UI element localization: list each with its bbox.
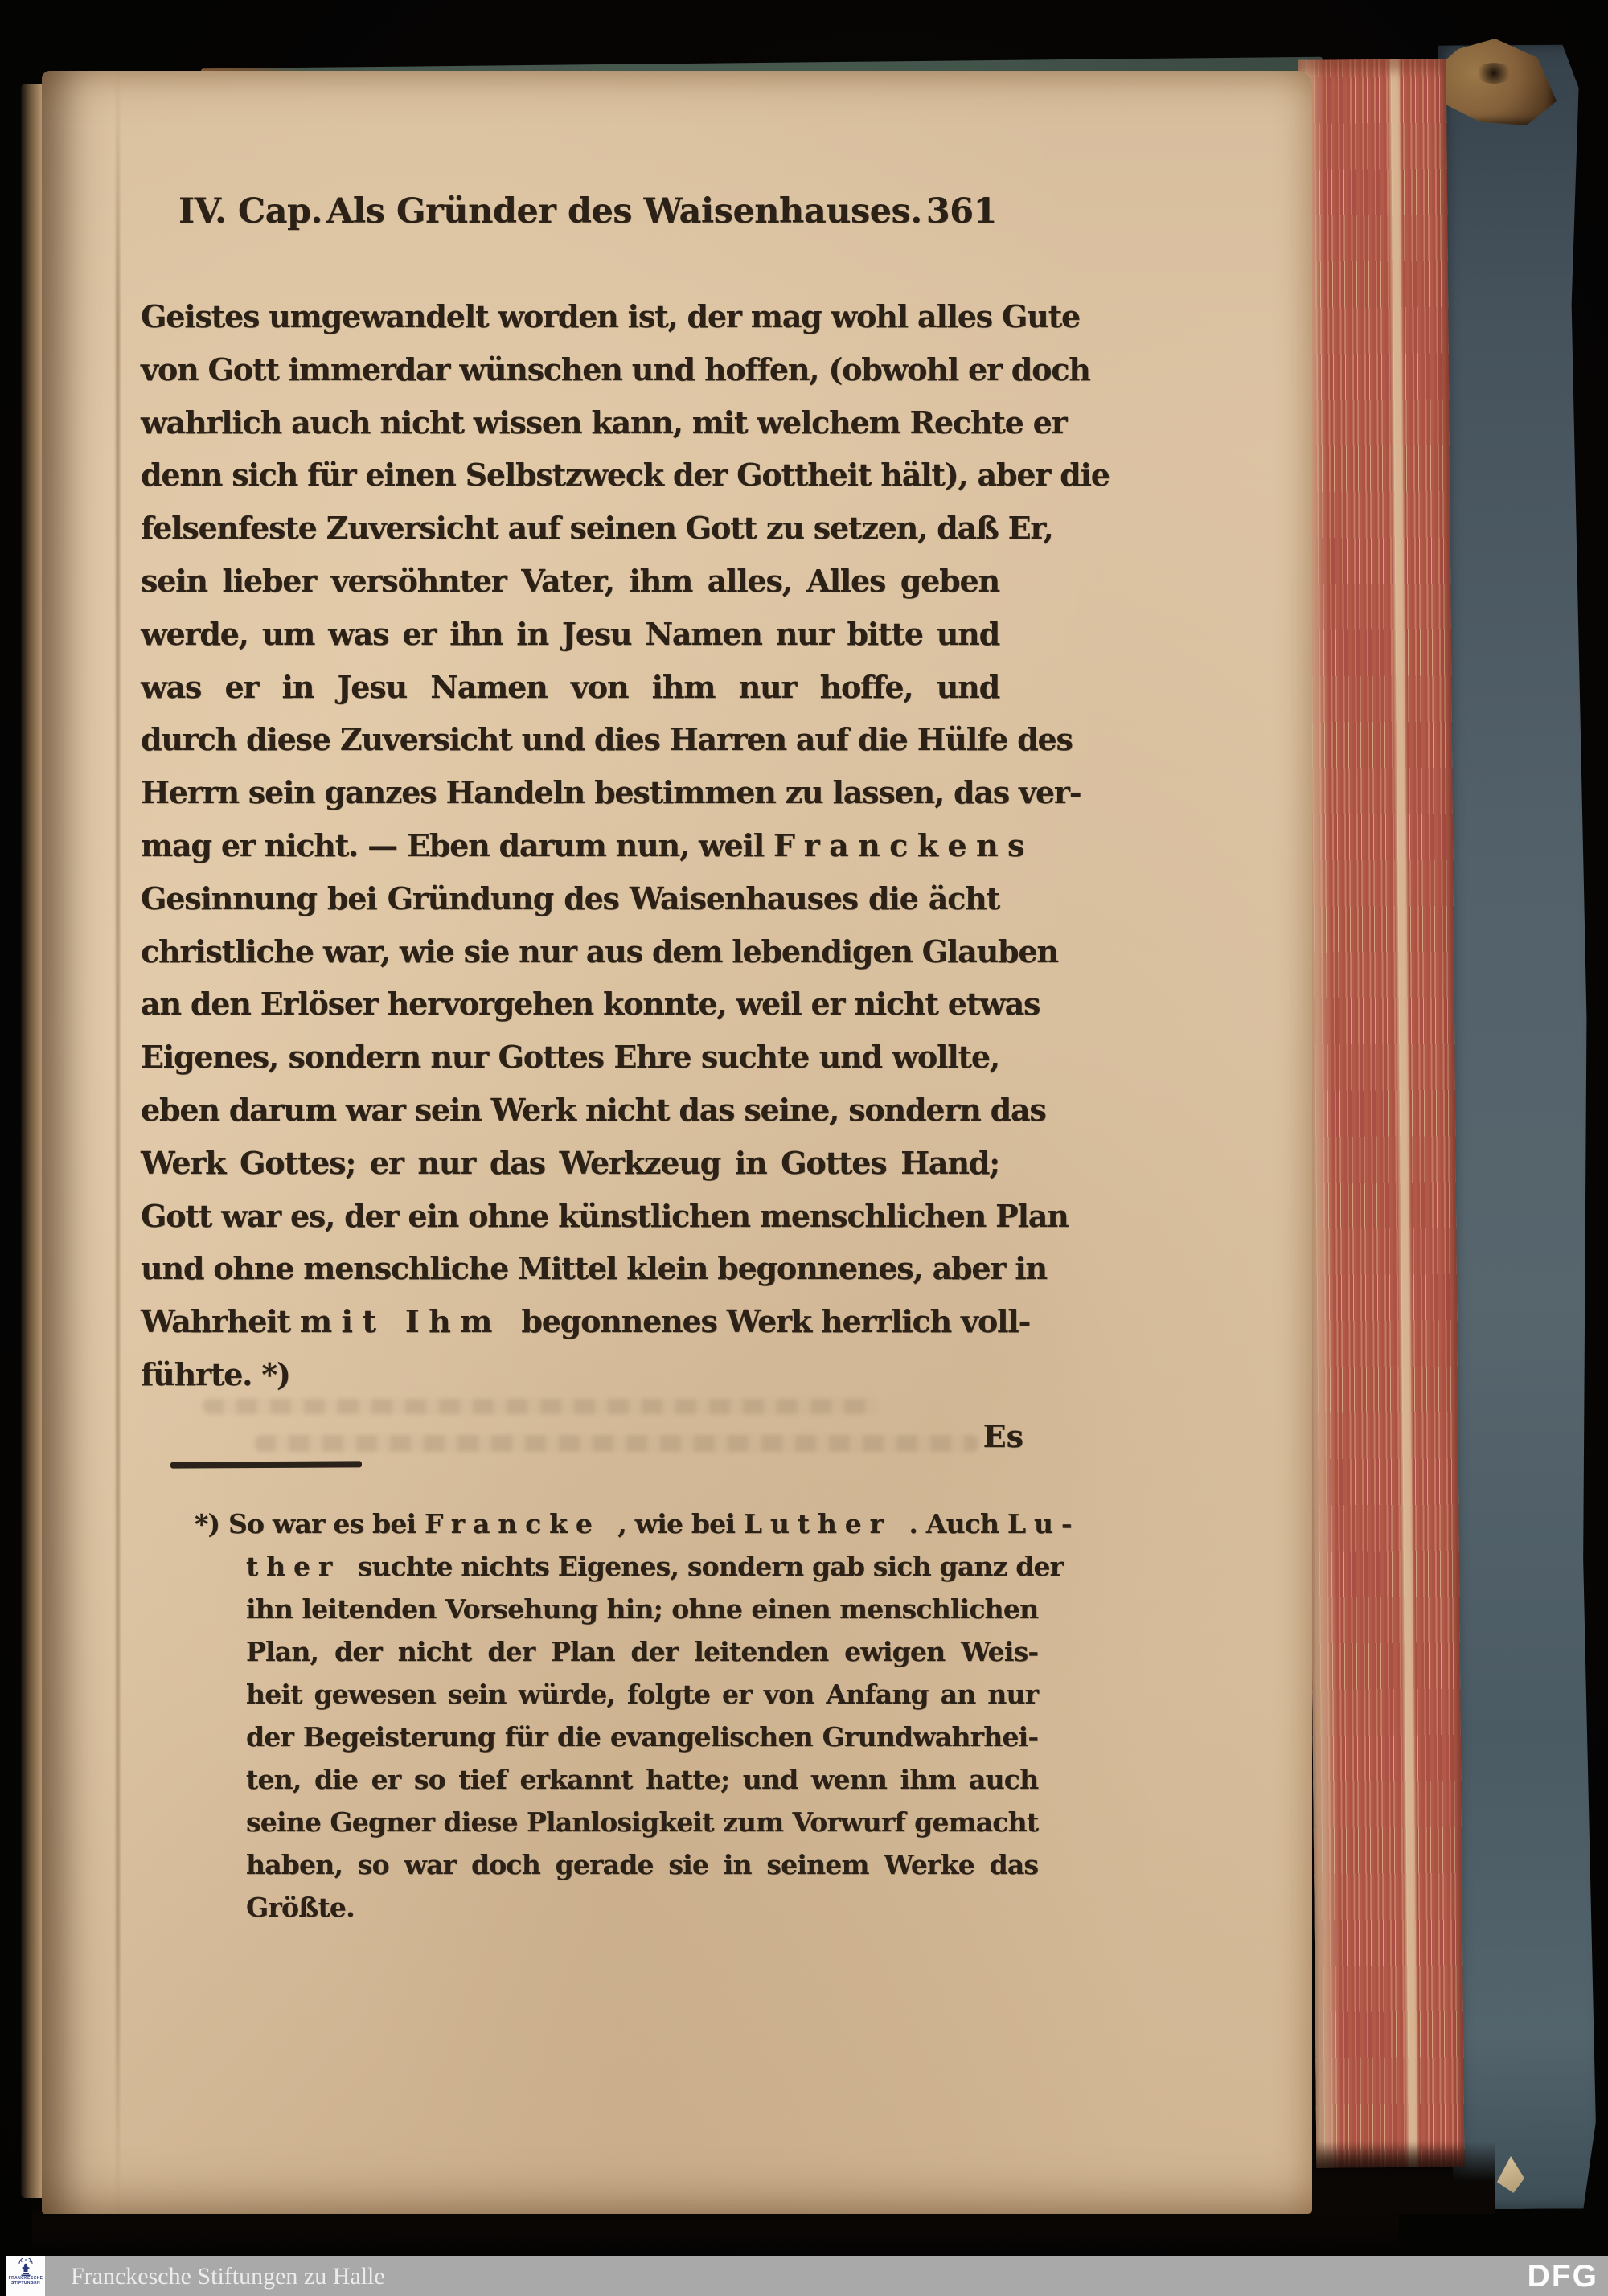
footnote-line: *) So war es bei Francke , wie bei Luther . Auch Lu- bbox=[195, 1508, 1097, 1540]
body-text-line: und ohne menschliche Mittel klein begonnenes, aber in bbox=[141, 1250, 1056, 1287]
body-text-line: führte. *) bbox=[141, 1355, 300, 1392]
body-text-line: Herrn sein ganzes Handeln bestimmen zu lassen, das ver- bbox=[141, 774, 1091, 811]
body-text-line: durch diese Zuversicht und dies Harren auf die Hülfe des bbox=[141, 721, 1082, 758]
footnote-line: heit gewesen sein würde, folgte er von Anfang an nur bbox=[246, 1679, 1047, 1710]
body-text-line: an den Erlöser hervorgehen konnte, weil er nicht etwas bbox=[141, 986, 1050, 1023]
gutter-crease bbox=[116, 71, 120, 2214]
body-text-line: Gesinnung bei Gründung des Waisenhauses die ächt bbox=[141, 879, 1009, 916]
body-text-line: Geistes umgewandelt worden ist, der mag wohl alles Gute bbox=[141, 298, 1090, 334]
body-text-line: Eigenes, sondern nur Gottes Ehre suchte und wollte, bbox=[141, 1039, 1009, 1076]
catchword-row bbox=[141, 1418, 1023, 1454]
footnote-line: ihn leitenden Vorsehung hin; ohne einen menschlichen bbox=[246, 1593, 1047, 1625]
footer-bar bbox=[6, 2256, 1608, 2296]
logo-text-line1: FRANCKESCHE bbox=[8, 2276, 43, 2281]
body-text-line: christliche war, wie sie nur aus dem lebendigen Glauben bbox=[141, 933, 1068, 970]
body-text-line: von Gott immerdar wünschen und hoffen, (obwohl er doch bbox=[141, 351, 1100, 387]
body-text-line: wahrlich auch nicht wissen kann, mit welchem Rechte er bbox=[141, 404, 1077, 441]
book-cover-board bbox=[1438, 44, 1598, 2209]
footnote-line: der Begeisterung für die evangelischen Grundwahrhei- bbox=[246, 1721, 1047, 1753]
eagle-emblem-icon bbox=[16, 2258, 35, 2276]
body-text bbox=[141, 298, 1119, 1409]
body-text-line: sein lieber versöhnter Vater, ihm alles, Alles geben bbox=[141, 562, 1009, 599]
franckesche-stiftungen-logo bbox=[6, 2256, 45, 2296]
red-page-edges bbox=[1298, 59, 1465, 2168]
corner-damage-spot bbox=[1475, 63, 1512, 84]
footnote-line: haben, so war doch gerade sie in seinem Werke das bbox=[246, 1849, 1047, 1880]
chapter-title: Als Gründer des Waisenhauses. bbox=[326, 191, 922, 232]
body-text-line: eben darum war sein Werk nicht das seine, sondern das bbox=[141, 1091, 1056, 1128]
footnote bbox=[195, 1508, 1097, 1934]
book-page bbox=[42, 71, 1312, 2214]
body-text-line: denn sich für einen Selbstzweck der Gottheit hält), aber die bbox=[141, 457, 1119, 494]
footnote-line: ten, die er so tief erkannt hatte; und wenn ihm auch bbox=[246, 1764, 1047, 1795]
dfg-logo: DFG bbox=[1527, 2259, 1598, 2294]
chapter-label: IV. Cap. bbox=[178, 191, 323, 232]
body-text-line: was er in Jesu Namen von ihm nur hoffe, und bbox=[141, 668, 1009, 705]
catchword: Es bbox=[982, 1418, 1023, 1454]
institution-label: Franckesche Stiftungen zu Halle bbox=[71, 2263, 385, 2290]
body-text-line: werde, um was er ihn in Jesu Namen nur bitte und bbox=[141, 615, 1009, 652]
running-head bbox=[178, 191, 997, 241]
body-text-line: felsenfeste Zuversicht auf seinen Gott zu setzen, daß Er, bbox=[141, 510, 1063, 547]
body-text-line: Wahrheit mit Ihm begonnenes Werk herrlich voll- bbox=[141, 1303, 1040, 1340]
footnote-line: ther suchte nichts Eigenes, sondern gab sich ganz der bbox=[246, 1551, 1072, 1582]
body-text-line: mag er nicht. — Eben darum nun, weil Franckens bbox=[141, 826, 1054, 863]
logo-text-line2: STIFTUNGEN bbox=[11, 2281, 40, 2286]
footnote-line: seine Gegner diese Planlosigkeit zum Vorwurf gemacht bbox=[246, 1806, 1047, 1838]
page-number: 361 bbox=[925, 191, 997, 232]
body-text-line: Gott war es, der ein ohne künstlichen menschlichen Plan bbox=[141, 1197, 1078, 1234]
footnote-line: Größte. bbox=[246, 1892, 363, 1923]
ink-bleed-through bbox=[203, 1399, 878, 1414]
footnote-separator bbox=[170, 1461, 362, 1468]
body-text-line: Werk Gottes; er nur das Werkzeug in Gottes Hand; bbox=[141, 1144, 1009, 1181]
footnote-line: Plan, der nicht der Plan der leitenden ewigen Weis- bbox=[246, 1636, 1047, 1667]
